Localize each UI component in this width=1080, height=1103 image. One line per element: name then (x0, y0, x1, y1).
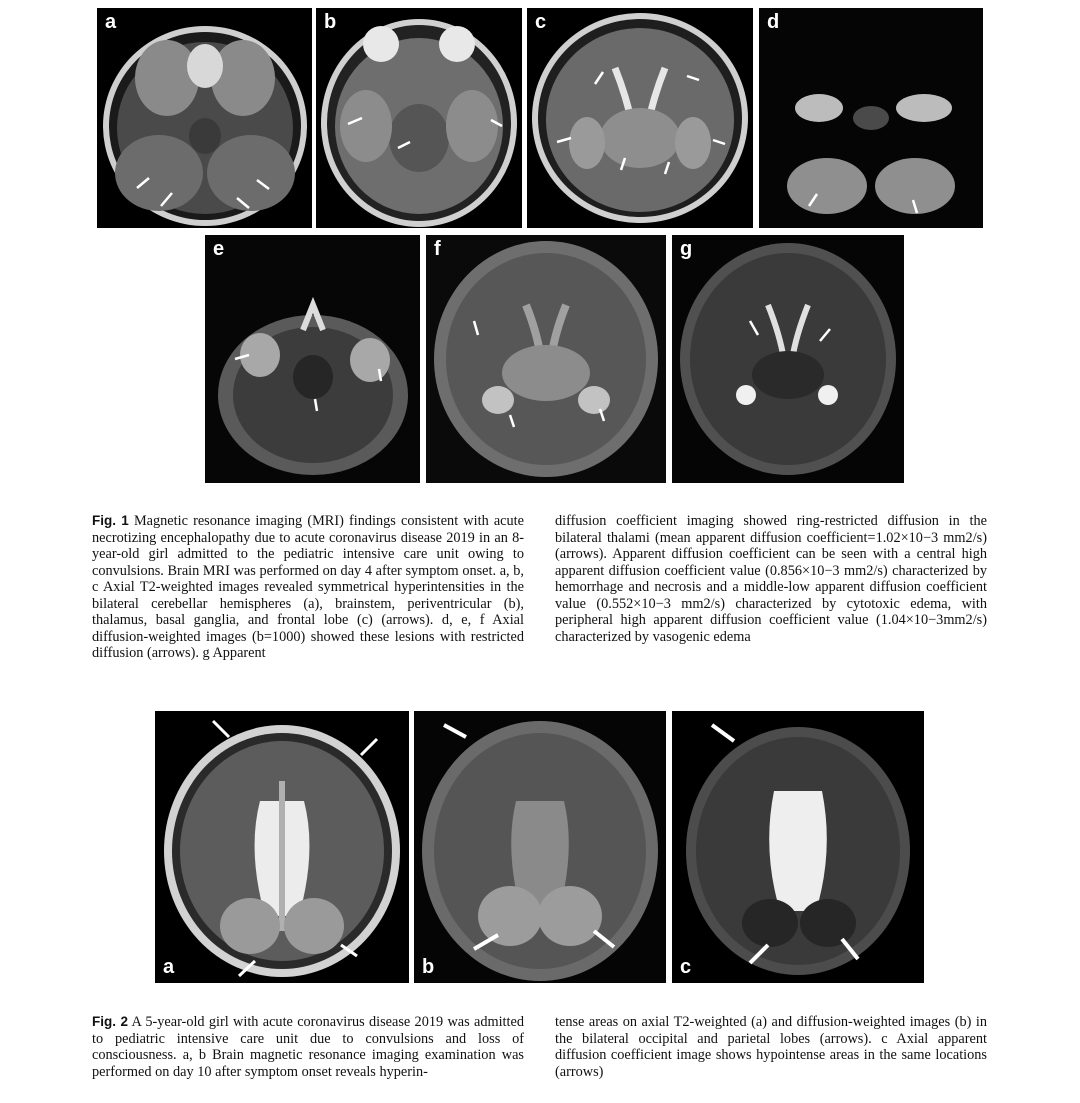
fig1-mri-image-a (97, 8, 312, 228)
fig1-mri-image-d (759, 8, 983, 228)
fig1-panel-e (205, 235, 420, 483)
fig1-mri-image-f (426, 235, 666, 483)
fig2-mri-image-c (672, 711, 924, 983)
fig2-panel-a (155, 711, 409, 983)
fig2-mri-image-b (414, 711, 666, 983)
panel-label: a (163, 956, 175, 978)
fig1-caption-label: Fig. 1 (92, 513, 129, 528)
fig2-panel-c (672, 711, 924, 983)
fig2-caption-right (555, 1014, 987, 1080)
fig1-mri-image-e (205, 235, 420, 483)
fig2-caption-left (92, 1014, 524, 1080)
fig1-panel-f (426, 235, 666, 483)
fig2-panel-b (414, 711, 666, 983)
fig1-panel-c (527, 8, 753, 228)
panel-label: a (105, 11, 117, 33)
fig2-mri-image-a (155, 711, 409, 983)
fig1-mri-image-g (672, 235, 904, 483)
panel-label: f (434, 238, 441, 260)
fig1-mri-image-b (316, 8, 522, 228)
fig2-caption-text-left: A 5-year-old girl with acute coronavirus disease 2019 was admitted to pediatric intensive care unit due to convulsions and loss of consciousness. a, b Brain magnetic resonance imaging examination was performed on day 10 after symptom onset reveals hyperin- (92, 1014, 524, 1080)
panel-label: b (324, 11, 337, 33)
panel-label: c (680, 956, 692, 978)
fig1-caption-right (555, 513, 987, 645)
fig1-panel-a (97, 8, 312, 228)
panel-label: d (767, 11, 780, 33)
fig1-panel-b (316, 8, 522, 228)
fig1-caption-left (92, 513, 524, 662)
fig1-mri-image-c (527, 8, 753, 228)
panel-label: c (535, 11, 547, 33)
panel-label: b (422, 956, 435, 978)
fig2-caption-label: Fig. 2 (92, 1014, 128, 1029)
fig1-caption-text-left: Magnetic resonance imaging (MRI) findings consistent with acute necrotizing encephalopathy due to acute coronavirus disease 2019 in an 8-year-old girl admitted to the pediatric intensive care unit owing to convulsions. Brain MRI was performed on day 4 after symptom onset. a, b, c Axial T2-weighted images revealed symmetrical hyperintensities in the bilateral cerebellar hemispheres (a), brainstem, periventricular (b), thalamus, basal ganglia, and frontal lobe (c) (arrows). d, e, f Axial diffusion-weighted images (b=1000) showed these lesions with restricted diffusion (arrows). g Apparent (92, 513, 524, 661)
fig1-panel-d (759, 8, 983, 228)
fig2-caption-text-right: tense areas on axial T2-weighted (a) and diffusion-weighted images (b) in the bilateral occipital and parietal lobes (arrows). c Axial apparent diffusion coefficient image shows hypointense areas in the same locations (arrows) (555, 1014, 987, 1080)
fig1-caption-text-right: diffusion coefficient imaging showed ring-restricted diffusion in the bilateral thalami (mean apparent diffusion coefficient=1.02×10−3 mm2/s) (arrows). Apparent diffusion coefficient can be seen with a central high apparent diffusion coefficient value (0.856×10−3 mm2/s) characterized by hemorrhage and necrosis and a middle-low apparent diffusion coefficient value (0.552×10−3 mm2/s) characterized by cytotoxic edema, with peripheral high apparent diffusion coefficient value (1.04×10−3mm2/s) characterized by vasogenic edema (555, 513, 987, 645)
panel-label: g (680, 238, 693, 260)
fig1-panel-g (672, 235, 904, 483)
panel-label: e (213, 238, 225, 260)
